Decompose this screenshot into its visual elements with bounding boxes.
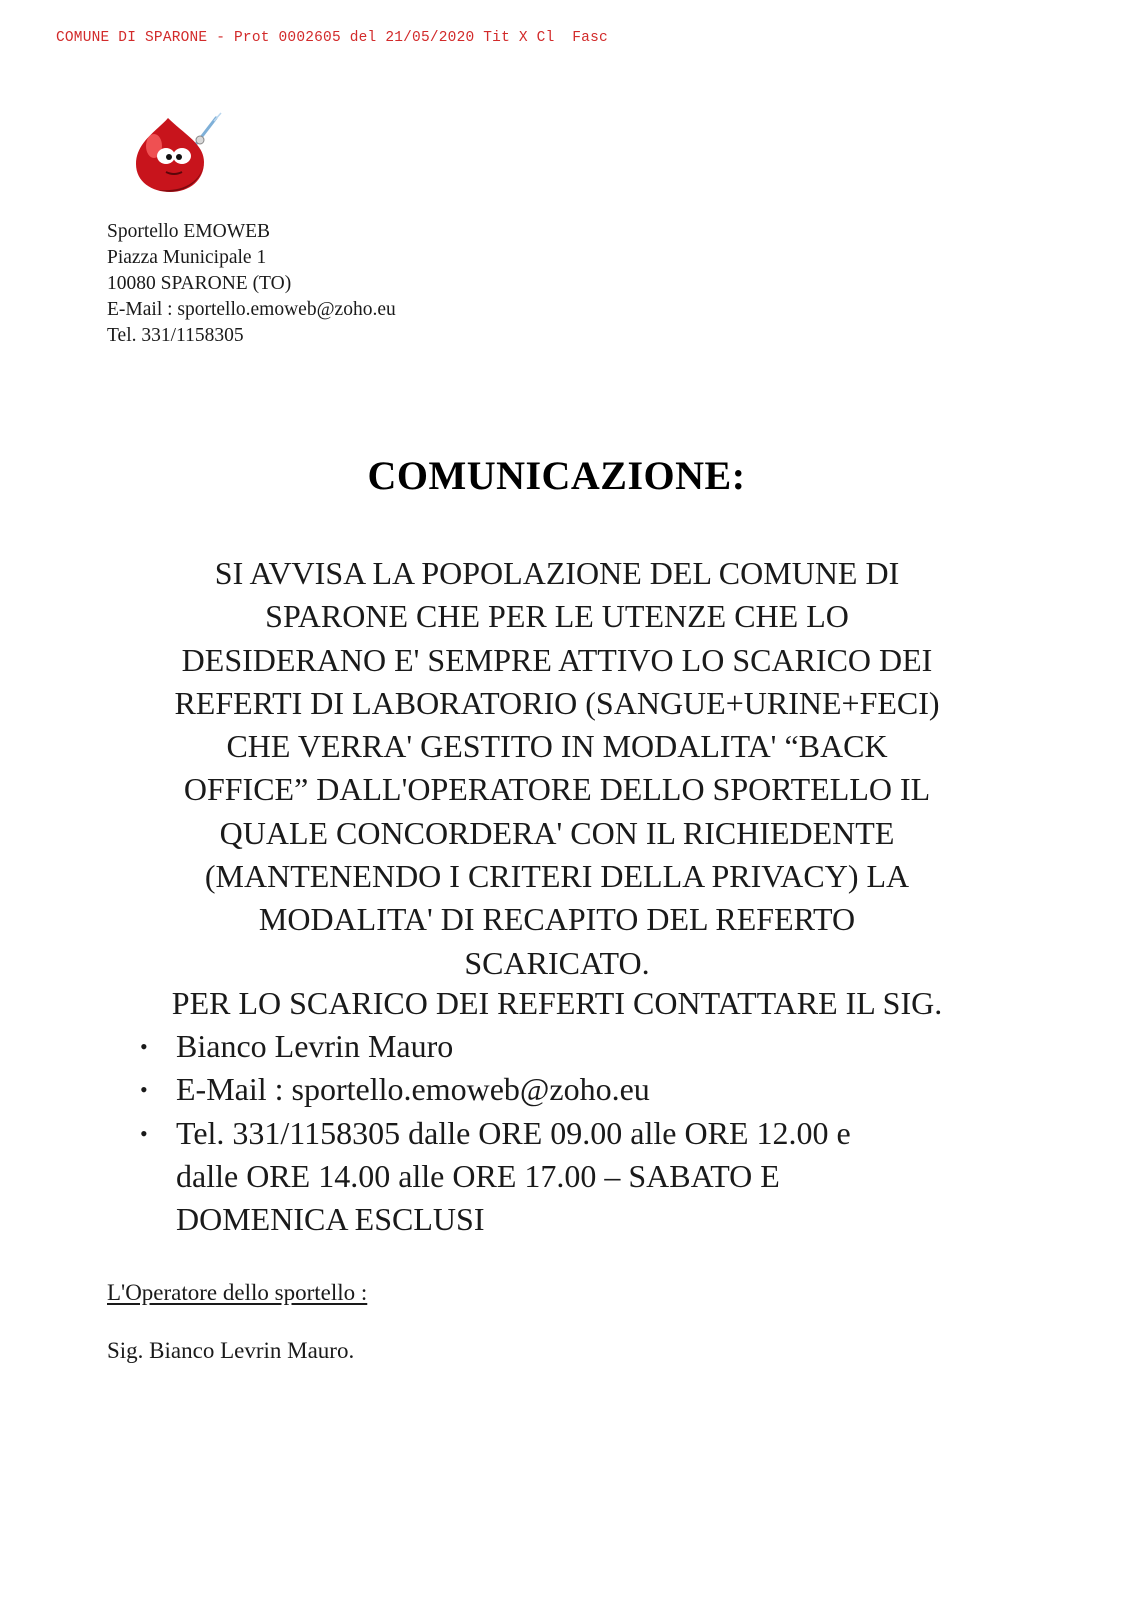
contact-list xyxy=(140,1025,1000,1241)
contact-item-phone xyxy=(140,1112,1000,1242)
notice-line: SPARONE CHE PER LE UTENZE CHE LO xyxy=(265,598,849,635)
notice-line: SI AVVISA LA POPOLAZIONE DEL COMUNE DI xyxy=(214,555,900,591)
notice-line: OFFICE” DALL'OPERATORE DELLO SPORTELLO IL xyxy=(183,771,931,808)
sender-phone: Tel. 331/1158305 xyxy=(107,325,244,346)
contact-item-email xyxy=(140,1068,1000,1111)
sender-email: E-Mail : sportello.emoweb@zoho.eu xyxy=(107,299,396,320)
protocol-stamp: COMUNE DI SPARONE - Prot 0002605 del 21/05/2020 Tit X Cl Fasc xyxy=(56,30,608,46)
notice-line: MODALITA' DI RECAPITO DEL REFERTO xyxy=(258,901,856,938)
right-pupil xyxy=(176,154,182,160)
needle-hub xyxy=(196,136,204,144)
left-pupil xyxy=(166,154,172,160)
contact-item-name xyxy=(140,1025,1000,1068)
operator-label: L'Operatore dello sportello : xyxy=(107,1280,368,1305)
bullet-icon: • xyxy=(140,1120,148,1146)
bullet-icon: • xyxy=(140,1034,148,1059)
notice-line: DESIDERANO E' SEMPRE ATTIVO LO SCARICO DEI xyxy=(181,641,933,678)
notice-line: REFERTI DI LABORATORIO (SANGUE+URINE+FECI) xyxy=(174,684,940,721)
contact-intro: PER LO SCARICO DEI REFERTI CONTATTARE IL SIG. xyxy=(171,985,943,1021)
contact-line: DOMENICA ESCLUSI xyxy=(176,1201,485,1238)
sender-city: 10080 SPARONE (TO) xyxy=(107,273,292,294)
bullet-icon: • xyxy=(140,1077,148,1103)
notice-title: COMUNICAZIONE: xyxy=(367,453,746,498)
left-eye xyxy=(157,148,175,164)
contact-line: Tel. 331/1158305 dalle ORE 09.00 alle ORE 12.00 e xyxy=(176,1114,851,1151)
right-eye xyxy=(173,148,191,164)
blood-drop-mascot-icon xyxy=(128,112,224,196)
contact-line: Bianco Levrin Mauro xyxy=(176,1028,454,1064)
notice-line: (MANTENENDO I CRITERI DELLA PRIVACY) LA xyxy=(204,858,910,895)
notice-line: CHE VERRA' GESTITO IN MODALITA' “BACK xyxy=(226,728,888,765)
sender-address-block xyxy=(107,219,396,349)
contact-line: E-Mail : sportello.emoweb@zoho.eu xyxy=(176,1071,650,1108)
operator-name: Sig. Bianco Levrin Mauro. xyxy=(107,1338,355,1363)
notice-line: QUALE CONCORDERA' CON IL RICHIEDENTE xyxy=(219,814,895,851)
notice-line: SCARICATO. xyxy=(464,944,650,981)
notice-body xyxy=(98,552,1016,985)
contact-line: dalle ORE 14.00 alle ORE 17.00 – SABATO E xyxy=(176,1157,780,1194)
sender-name: Sportello EMOWEB xyxy=(107,221,271,242)
sender-street: Piazza Municipale 1 xyxy=(107,247,267,268)
